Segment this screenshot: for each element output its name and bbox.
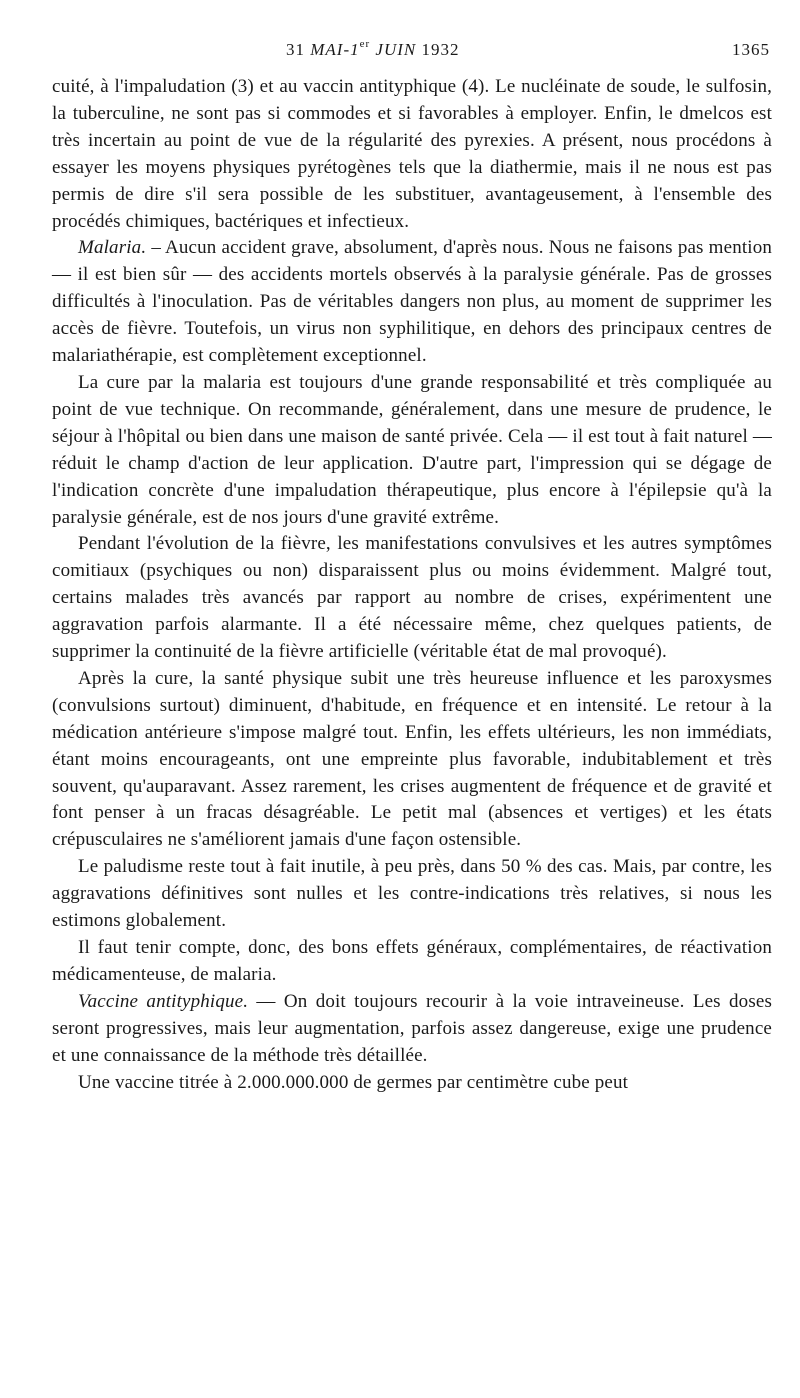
paragraph-vaccine [52,989,772,1070]
paragraph-7-text: Il faut tenir compte, donc, des bons effets généraux, complémentaires, de réactivation médicamenteuse, de malaria. [52,937,772,985]
paragraph-compte [52,935,772,989]
paragraph-malaria [52,235,772,370]
page-number: 1365 [732,40,770,59]
paragraph-3-text: La cure par la malaria est toujours d'une grande responsabilité et très compliquée au point de vue technique. On recommande, généralement, dans une mesure de prudence, le séjour à l'hôpital ou bien dans une maison de santé privée. Cela — il est tout à fait naturel — réduit le champ d'action de leur application. D'autre part, l'impression qui se dégage de l'indication concrète d'une impaludation thérapeutique, plus encore à l'épilepsie qu'à la paralysie générale, est de nos jours d'une gravité extrême. [52,371,772,528]
section-title-malaria: Malaria. [78,237,147,259]
paragraph-continuation [52,74,772,235]
paragraph-8-text: — On doit toujours recourir à la voie intraveineuse. Les doses seront progressives, mais leur augmentation, parfois assez dangereuse, exige une prudence et une connaissance de la méthode très détaillée. [52,990,773,1066]
paragraph-apres-cure [52,666,772,854]
paragraph-4-text: Pendant l'évolution de la fièvre, les manifestations convulsives et les autres symptômes comitiaux (psychiques ou non) disparaissent plus ou moins évidemment. Malgré tout, certains malades très avancés par rapport au nombre de crises, expérimentent une aggravation parfois alarmante. Il a été nécessaire même, chez quelques patients, de supprimer la continuité de la fièvre artificielle (véritable état de mal provoqué). [52,533,772,663]
section-title-vaccine: Vaccine antityphique. [78,990,249,1012]
paragraph-vaccine-titree [52,1070,772,1097]
paragraph-1-text: cuité, à l'impaludation (3) et au vaccin antityphique (4). Le nucléinate de soude, le sulfosin, la tuberculine, ne sont pas si commodes et si favorables à employer. Enfin, le dmelcos est très incertain au point de vue de la régularité des pyrexies. A présent, nous procédons à essayer les moyens physiques pyrétogènes tels que la diathermie, mais il ne nous est pas permis de dire s'il sera possible de les substituer, avantageusement, à l'ensemble des procédés chimiques, bactériques et infectieux. [52,76,772,232]
paragraph-6-text: Le paludisme reste tout à fait inutile, à peu près, dans 50 % des cas. Mais, par contre, les aggravations définitives sont nulles et les contre-indications très relatives, si nous les estimons globalement. [52,856,772,932]
header-ordinal: er [359,38,371,50]
header-month-2: JUIN [375,40,417,59]
header-month-1: MAI-1 [310,40,360,59]
paragraph-9-text: Une vaccine titrée à 2.000.000.000 de germes par centimètre cube peut [78,1071,629,1093]
paragraph-5-text: Après la cure, la santé physique subit une très heureuse influence et les paroxysmes (convulsions surtout) diminuent, d'habitude, en fréquence et en intensité. Le retour à la médication antérieure s'impose malgré tout. Enfin, les effets ultérieurs, les non immédiats, étant moins encourageants, ont une empreinte plus favorable, indubitablement et très souvent, qu'auparavant. Assez rarement, les crises augmentent de fréquence et de gravité et font penser à un fracas désagréable. Le petit mal (absences et vertiges) et les états crépusculaires ne s'améliorent jamais d'une façon ostensible. [52,667,772,851]
header-year: 1932 [421,40,460,59]
header-day: 31 [286,40,305,59]
paragraph-2-text: – Aucun accident grave, absolument, d'après nous. Nous ne faisons pas mention — il est bien sûr — des accidents mortels observés à la paralysie générale. Pas de grosses difficultés à l'inoculation. Pas de véritables dangers non plus, au moment de supprimer les accès de fièvre. Toutefois, un virus non syphilitique, en dehors des principaux centres de malariathérapie, est complètement exceptionnel. [52,237,772,367]
paragraph-evolution [52,531,772,666]
running-head-date [286,40,460,60]
paragraph-paludisme [52,854,772,935]
page-header [286,40,770,66]
body-text [52,74,772,1096]
paragraph-cure [52,370,772,531]
